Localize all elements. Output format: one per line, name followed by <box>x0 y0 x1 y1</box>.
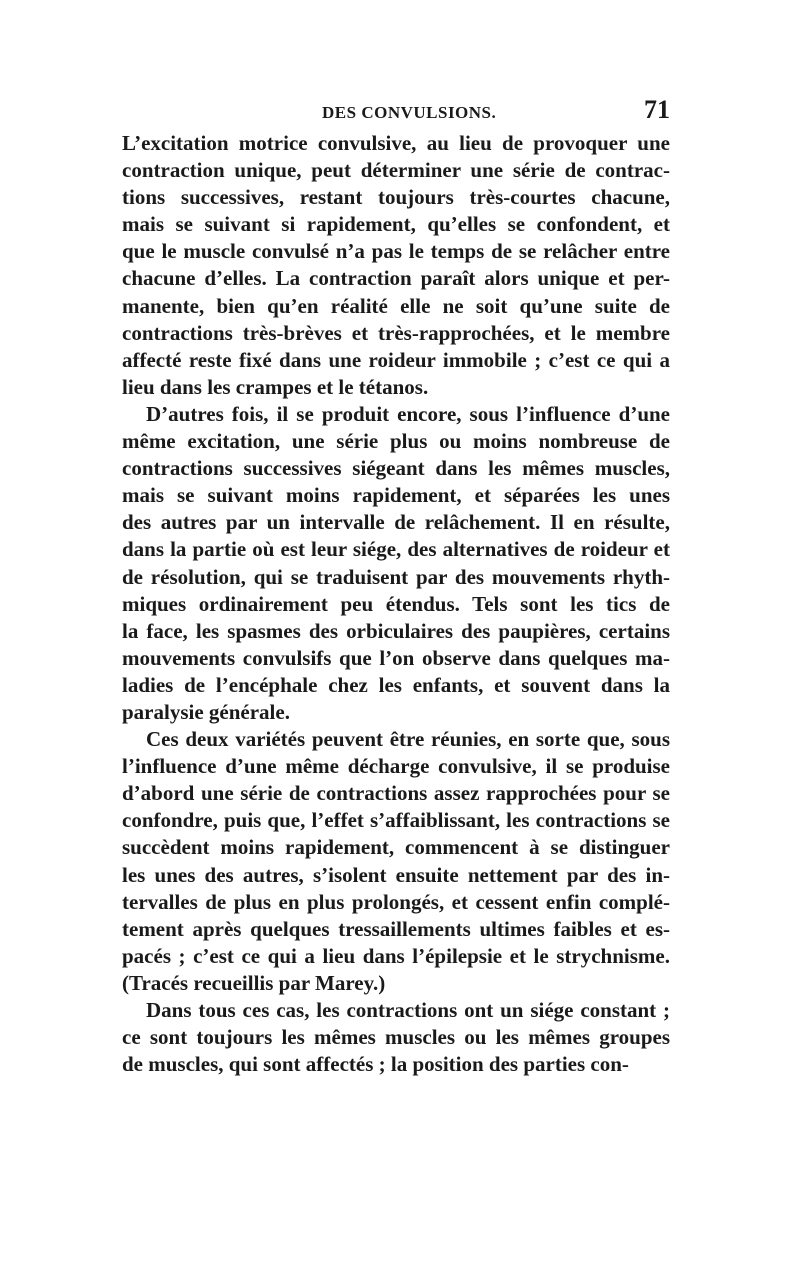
text-line: ce sont toujours les mêmes muscles ou les mêmes groupes <box>122 1025 670 1050</box>
text-line: affecté reste fixé dans une roideur immobile ; c’est ce qui a <box>122 347 670 372</box>
text-line: Dans tous ces cas, les contractions ont un siége constant ; <box>146 998 670 1022</box>
text-line: les unes des autres, s’isolent ensuite nettement par des in- <box>122 862 670 887</box>
text-line: de muscles, qui sont affectés ; la position des parties con- <box>122 1052 629 1077</box>
paragraph <box>122 726 670 997</box>
text-line: contraction unique, peut déterminer une série de contrac- <box>122 158 670 183</box>
text-line: paralysie générale. <box>122 699 290 724</box>
text-line: succèdent moins rapidement, commencent à se distinguer <box>122 835 670 860</box>
text-line: mais se suivant moins rapidement, et séparées les unes <box>122 483 670 508</box>
text-line: mouvements convulsifs que l’on observe dans quelques ma- <box>122 645 670 670</box>
text-line: mais se suivant si rapidement, qu’elles se confondent, et <box>122 212 670 237</box>
text-line: de résolution, qui se traduisent par des mouvements rhyth- <box>122 564 670 589</box>
paragraph <box>122 401 670 726</box>
text-line: chacune d’elles. La contraction paraît alors unique et per- <box>122 266 670 291</box>
text-line: D’autres fois, il se produit encore, sous l’influence d’une <box>146 401 670 426</box>
text-line: tions successives, restant toujours très-courtes chacune, <box>122 185 670 210</box>
text-line: tement après quelques tressaillements ultimes faibles et es- <box>122 916 670 941</box>
text-line: même excitation, une série plus ou moins nombreuse de <box>122 429 670 454</box>
text-line: contractions successives siégeant dans les mêmes muscles, <box>122 456 670 481</box>
text-line: d’abord une série de contractions assez rapprochées pour se <box>122 781 670 806</box>
text-line: pacés ; c’est ce qui a lieu dans l’épilepsie et le strychnisme. <box>122 943 670 968</box>
text-line: miques ordinairement peu étendus. Tels sont les tics de <box>122 591 670 616</box>
text-line: Ces deux variétés peuvent être réunies, en sorte que, sous <box>146 727 670 752</box>
text-line: L’excitation motrice convulsive, au lieu de provoquer une <box>122 131 670 155</box>
text-line: (Tracés recueillis par Marey.) <box>122 970 386 995</box>
text-line: ladies de l’encéphale chez les enfants, et souvent dans la <box>122 672 670 697</box>
text-line: lieu dans les crampes et le tétanos. <box>122 374 429 399</box>
text-line: tervalles de plus en plus prolongés, et cessent enfin complé- <box>122 889 670 914</box>
text-line: l’influence d’une même décharge convulsive, il se produise <box>122 754 670 779</box>
page-header <box>122 95 670 131</box>
text-line: que le muscle convulsé n’a pas le temps de se relâcher entre <box>122 239 670 264</box>
text-line: confondre, puis que, l’effet s’affaiblissant, les contractions se <box>122 808 670 833</box>
body-text <box>122 130 670 1078</box>
paragraph <box>122 997 670 1078</box>
text-line: contractions très-brèves et très-rapprochées, et le membre <box>122 320 670 345</box>
page-number: 71 <box>644 95 670 124</box>
paragraph <box>122 130 670 401</box>
running-title: DES CONVULSIONS. <box>322 103 497 122</box>
text-line: des autres par un intervalle de relâchement. Il en résulte, <box>122 510 670 535</box>
text-line: manente, bien qu’en réalité elle ne soit qu’une suite de <box>122 293 670 318</box>
text-line: dans la partie où est leur siége, des alternatives de roideur et <box>122 537 670 562</box>
text-line: la face, les spasmes des orbiculaires des paupières, certains <box>122 618 670 643</box>
